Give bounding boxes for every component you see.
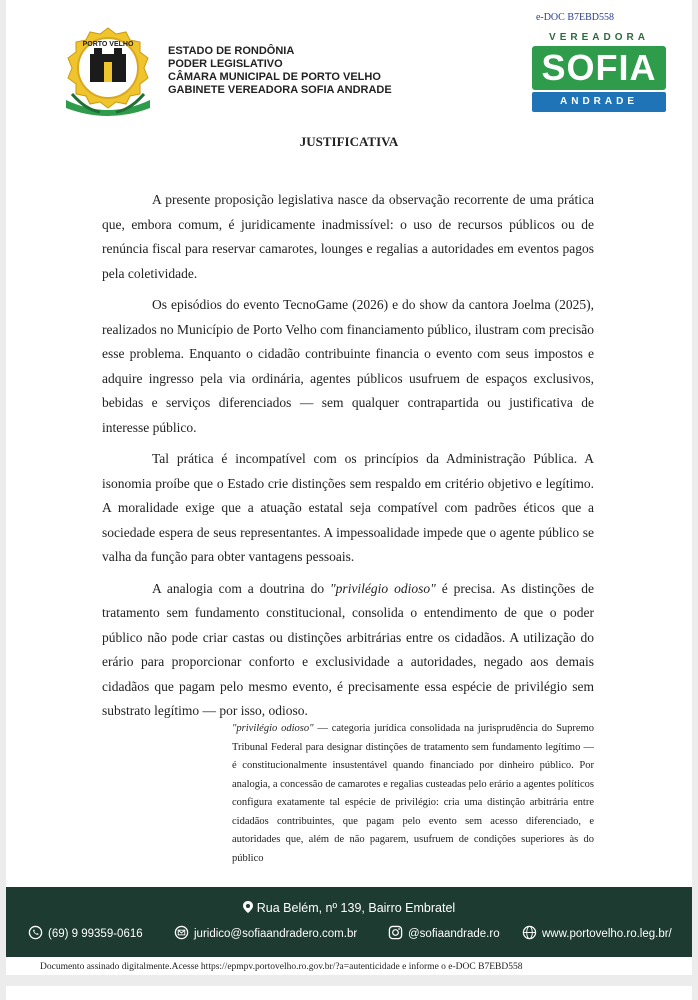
location-pin-icon: [243, 901, 253, 913]
footer-email-text: juridico@sofiaandradero.com.br: [194, 928, 358, 940]
email-icon: [174, 925, 189, 940]
header-line-state: ESTADO DE RONDÔNIA: [168, 45, 295, 57]
edoc-code-top: e-DOC B7EBD558: [535, 12, 614, 23]
footer-website-text: www.portovelho.ro.leg.br/: [542, 928, 672, 940]
vereadora-logo: [532, 32, 666, 116]
logo-bottom-text: ANDRADE: [532, 92, 666, 112]
footer-phone[interactable]: [28, 925, 143, 940]
paragraph-4: [102, 577, 594, 724]
footer-website[interactable]: [522, 925, 672, 940]
logo-name-text: SOFIA: [541, 47, 657, 88]
instagram-icon: [388, 925, 403, 940]
footer-instagram[interactable]: [388, 925, 500, 940]
citation-block: [232, 720, 594, 880]
footer-address: [6, 901, 692, 915]
paragraph-4-emphasis: "privilégio odioso": [330, 580, 436, 596]
paragraph-2: Os episódios do evento TecnoGame (2026) e do show da cantora Joelma (2025), realizados no Município de Porto Velho com financiamento público, ilustram com precisão esse problema. Enquanto o cidadão contribuinte financia o evento com seus impostos e adquire ingresso pela via ordinária, agentes públicos usufruem de espaços exclusivos, bebidas e serviços diferenciados — sem qualquer contrapartida ou justificativa de interesse público.: [102, 297, 594, 435]
paragraph-3: Tal prática é incompatível com os princípios da Administração Pública. A isonomia proíbe que o Estado crie distinções sem respaldo em critério objetivo e legítimo. A moralidade exige que a atuação estatal seja compatível com padrões éticos que a sociedade espera de seus representantes. A impessoalidade impede que o agente público se valha da função para obter vantagens pessoais.: [102, 451, 594, 564]
footer-bar: [6, 887, 692, 957]
footer-email[interactable]: [174, 925, 357, 940]
document-title: JUSTIFICATIVA: [299, 134, 399, 149]
next-page-edge: [6, 986, 692, 1000]
city-seal-icon: [56, 24, 160, 120]
header-lines: [168, 45, 392, 97]
footer-instagram-text: @sofiaandrade.ro: [408, 928, 500, 940]
digital-signature-note: Documento assinado digitalmente.Acesse https://epmpv.portovelho.ro.gov.br/?a=autenticidade e informe o e-DOC B7EBD558: [40, 962, 523, 972]
seal-text: PORTO VELHO: [82, 41, 134, 48]
header-line-chamber: CÂMARA MUNICIPAL DE PORTO VELHO: [168, 71, 381, 83]
citation-text: [232, 720, 594, 868]
header-line-office: GABINETE VEREADORA SOFIA ANDRADE: [168, 84, 392, 96]
paragraph-4-before: A analogia com a doutrina do: [152, 580, 331, 596]
whatsapp-icon: [28, 925, 43, 940]
footer-address-text: Rua Belém, nº 139, Bairro Embratel: [256, 901, 456, 915]
paragraph-4-after: é precisa. As distinções de tratamento sem fundamento constitucional, consolida o entendimento de que o poder público não pode criar castas ou distinções arbitrárias entre os cidadãos. A utilização do erário para proporcionar conforto e exclusividade a autoridades, negado aos demais cidadãos que pagam pelo mesmo evento, é precisamente essa espécie de privilégio sem substrato legítimo — por isso, odioso.: [102, 580, 594, 718]
letterhead: [56, 24, 456, 120]
footer-contacts: [28, 925, 688, 945]
logo-top-text: VEREADORA: [549, 32, 649, 43]
globe-icon: [522, 925, 537, 940]
body-text: [102, 188, 594, 731]
footer-phone-text: (69) 9 99359-0616: [48, 928, 143, 940]
header-line-power: PODER LEGISLATIVO: [168, 58, 283, 70]
paragraph-1: A presente proposição legislativa nasce da observação recorrente de uma prática que, embora comum, é juridicamente inadmissível: o uso de recursos públicos ou de renúncia fiscal para reservar camarotes, lounges e regalias a autoridades em eventos pagos pela coletividade.: [102, 192, 594, 281]
citation-body: — categoria jurídica consolidada na jurisprudência do Supremo Tribunal Federal para designar distinções de tratamento sem fundamento legítimo — é constitucionalmente insustentável quando financiado por dinheiro público. Por analogia, a concessão de camarotes e regalias custeadas pelo erário a agentes políticos configura exatamente tal espécie de privilégio: cria uma distinção arbitrária entre cidadãos contribuintes, que pagam pelo evento sem acesso diferenciado, e autoridades que, além de não pagarem, usufruem de condições superiores às do público: [232, 723, 594, 864]
citation-emphasis: "privilégio odioso": [232, 723, 314, 734]
